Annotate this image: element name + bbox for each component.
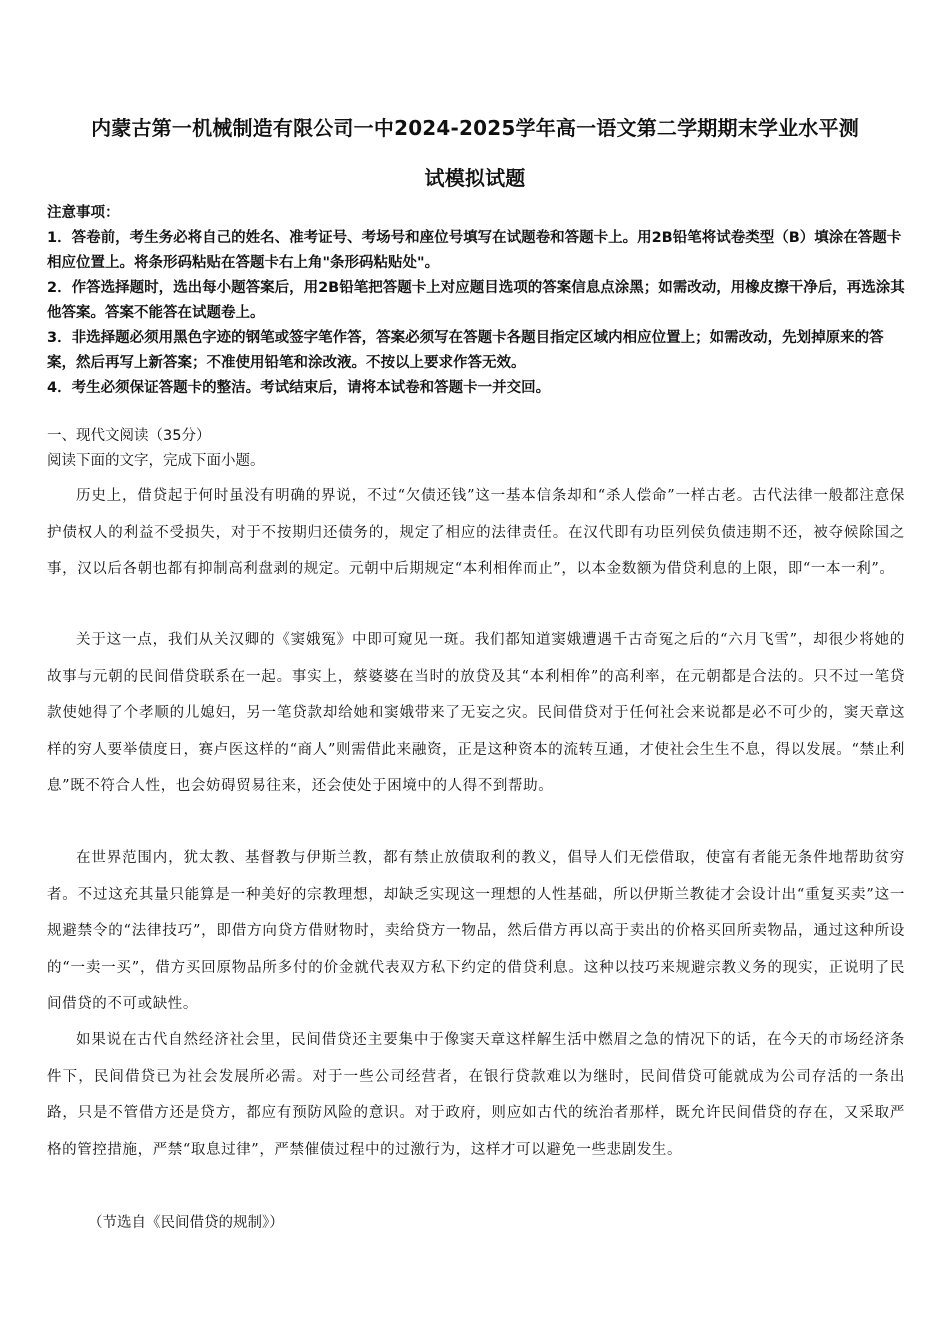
exam-title-line-1: 内蒙古第一机械制造有限公司一中2024-2025学年高一语文第二学期期末学业水平测	[91, 116, 859, 140]
notice-item-1: 1．答卷前，考生务必将自己的姓名、准考证号、考场号和座位号填写在试题卷和答题卡上。用2B铅笔将试卷类型（B）填涂在答题卡相应位置上。将条形码粘贴在答题卡右上角"条形码粘贴处"。	[47, 230, 902, 271]
notice-item-3: 3．非选择题必须用黑色字迹的钢笔或签字笔作答，答案必须写在答题卡各题目指定区域内相应位置上；如需改动，先划掉原来的答案，然后再写上新答案；不准使用铅笔和涂改液。不按以上要求作答无效。	[47, 330, 884, 371]
notice-block	[47, 201, 909, 401]
passage-paragraph-2: 关于这一点，我们从关汉卿的《窦娥冤》中即可窥见一斑。我们都知道窦娥遭遇千古奇冤之后的“六月飞雪”，却很少将她的故事与元朝的民间借贷联系在一起。事实上，蔡婆婆在当时的放贷及其“本利相侔”的高利率，在元朝都是合法的。只不过一笔贷款使她得了个孝顺的儿媳妇，另一笔贷款却给她和窦娥带来了无妄之灾。民间借贷对于任何社会来说都是必不可少的，窦天章这样的穷人要举债度日，赛卢医这样的“商人”则需借此来融资，正是这种资本的流转互通，才使社会生生不息，得以发展。“禁止利息”既不符合人性，也会妨碍贸易往来，还会使处于困境中的人得不到帮助。	[47, 632, 905, 795]
passage-source: （节选自《民间借贷的规制》）	[88, 1215, 284, 1231]
notice-item-2: 2．作答选择题时，选出每小题答案后，用2B铅笔把答题卡上对应题目选项的答案信息点涂黑；如需改动，用橡皮擦干净后，再选涂其他答案。答案不能答在试题卷上。	[47, 280, 905, 321]
section-intro: 阅读下面的文字，完成下面小题。	[47, 453, 265, 469]
passage-paragraph-4: 如果说在古代自然经济社会里，民间借贷还主要集中于像窦天章这样解生活中燃眉之急的情况下的话，在今天的市场经济条件下，民间借贷已为社会发展所必需。对于一些公司经营者，在银行贷款难以为继时，民间借贷可能就成为公司存活的一条出路，只是不管借方还是贷方，都应有预防风险的意识。对于政府，则应如古代的统治者那样，既允许民间借贷的存在，又采取严格的管控措施，严禁“取息过律”，严禁催债过程中的过激行为，这样才可以避免一些悲剧发生。	[47, 1032, 905, 1158]
notice-item-4: 4．考生必须保证答题卡的整洁。考试结束后，请将本试卷和答题卡一并交回。	[47, 380, 551, 396]
passage-paragraph-3: 在世界范围内，犹太教、基督教与伊斯兰教，都有禁止放债取利的教义，倡导人们无偿借取，使富有者能无条件地帮助贫穷者。不过这充其量只能算是一种美好的宗教理想，却缺乏实现这一理想的人性基础，所以伊斯兰教徒才会设计出“重复买卖”这一规避禁令的“法律技巧”，即借方向贷方借财物时，卖给贷方一物品，然后借方再以高于卖出的价格买回所卖物品，通过这种所设的“一卖一买”，借方买回原物品所多付的价金就代表双方私下约定的借贷利息。这种以技巧来规避宗教义务的现实，正说明了民间借贷的不可或缺性。	[47, 850, 905, 1013]
exam-title-line-2: 试模拟试题	[424, 166, 526, 190]
passage-paragraph-1: 历史上，借贷起于何时虽没有明确的界说，不过“欠债还钱”这一基本信条却和“杀人偿命”一样古老。古代法律一般都注意保护债权人的利益不受损失，对于不按期归还债务的，规定了相应的法律责任。在汉代即有功臣列侯负债违期不还，被夺候除国之事，汉以后各朝也都有抑制高利盘剥的规定。元朝中后期规定“本利相侔而止”，以本金数额为借贷利息的上限，即“一本一利”。	[47, 488, 905, 578]
notice-heading: 注意事项：	[47, 205, 120, 221]
section-heading: 一、现代文阅读（35分）	[47, 428, 211, 444]
